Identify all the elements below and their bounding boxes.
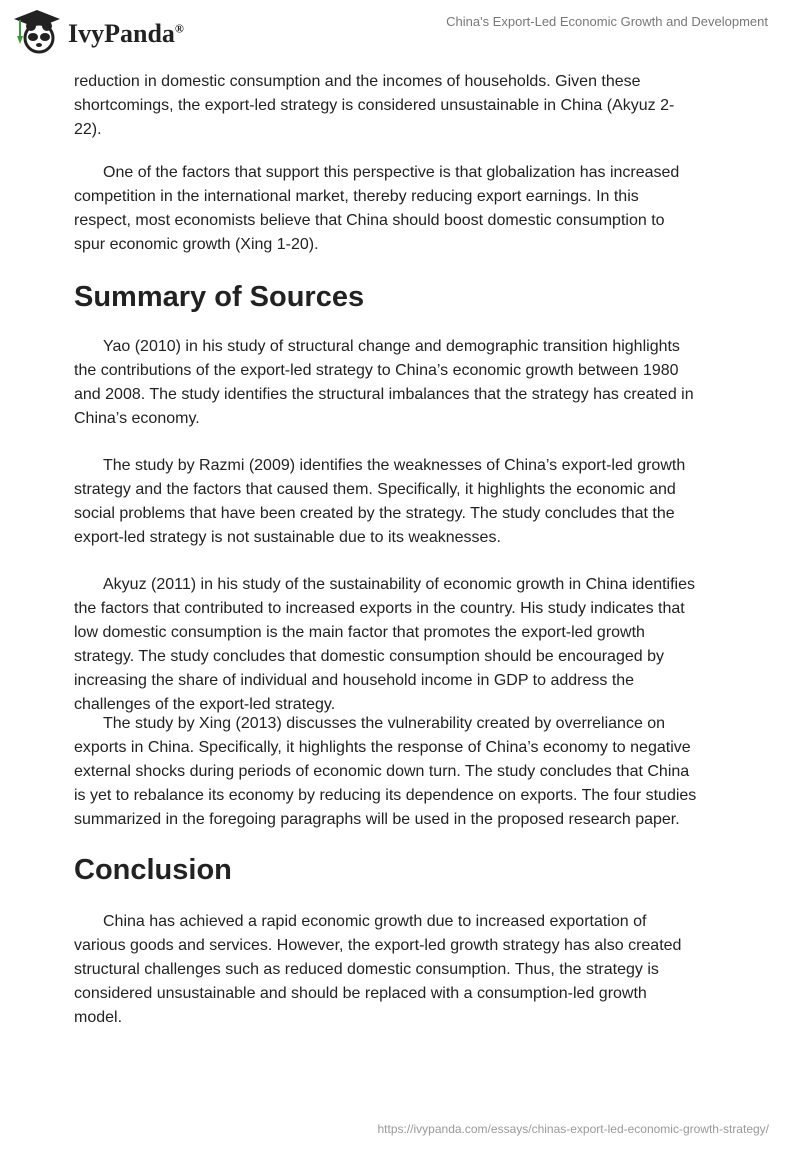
paragraph-line: various goods and services. However, the export-led growth strategy has also created <box>74 937 682 954</box>
paragraph-line: structural challenges such as reduced domestic consumption. Thus, the strategy is <box>74 961 659 978</box>
paragraph <box>74 70 754 142</box>
paragraph-line: Yao (2010) in his study of structural change and demographic transition highlights <box>103 338 680 355</box>
paragraph-line: export-led strategy is not sustainable due to its weaknesses. <box>74 529 501 546</box>
paragraph-line: strategy and the factors that caused them. Specifically, it highlights the economic and <box>74 481 676 498</box>
source-url[interactable]: https://ivypanda.com/essays/chinas-export-led-economic-growth-strategy/ <box>377 1122 769 1136</box>
paragraph <box>74 573 754 717</box>
section-heading: Conclusion <box>74 854 232 886</box>
brand-name: IvyPanda® <box>68 19 184 48</box>
paragraph-line: challenges of the export-led strategy. <box>74 696 336 713</box>
paragraph <box>74 910 754 1030</box>
paragraph <box>74 454 754 550</box>
paragraph <box>74 161 754 257</box>
ivypanda-logo[interactable] <box>12 8 184 54</box>
paragraph-line: Akyuz (2011) in his study of the sustainability of economic growth in China identifies <box>103 576 696 593</box>
paragraph-line: low domestic consumption is the main factor that promotes the export-led growth <box>74 624 645 641</box>
paragraph-line: 22). <box>74 121 102 138</box>
paragraph-line: China has achieved a rapid economic growth due to increased exportation of <box>103 913 647 930</box>
panda-graduate-icon <box>12 8 62 54</box>
section-heading: Summary of Sources <box>74 281 365 313</box>
paragraph-line: China’s economy. <box>74 410 200 427</box>
paragraph-line: exports in China. Specifically, it highlights the response of China’s economy to negative <box>74 739 691 756</box>
paragraph-line: summarized in the foregoing paragraphs will be used in the proposed research paper. <box>74 811 680 828</box>
paragraph-line: is yet to rebalance its economy by reducing its dependence on exports. The four studies <box>74 787 697 804</box>
paragraph-line: spur economic growth (Xing 1-20). <box>74 236 319 253</box>
paragraph-line: The study by Razmi (2009) identifies the weaknesses of China’s export-led growth <box>103 457 686 474</box>
paragraph-line: considered unsustainable and should be replaced with a consumption-led growth <box>74 985 647 1002</box>
paragraph <box>74 335 754 431</box>
paragraph-line: model. <box>74 1009 123 1026</box>
paragraph-line: and 2008. The study identifies the structural imbalances that the strategy has created in <box>74 386 694 403</box>
paragraph <box>74 712 754 832</box>
paragraph-line: respect, most economists believe that China should boost domestic consumption to <box>74 212 665 229</box>
paragraph-line: The study by Xing (2013) discusses the vulnerability created by overreliance on <box>103 715 666 732</box>
paragraph-line: increasing the share of individual and household income in GDP to address the <box>74 672 635 689</box>
paragraph-line: One of the factors that support this perspective is that globalization has increased <box>103 164 680 181</box>
running-title: China's Export-Led Economic Growth and Development <box>446 14 768 29</box>
paragraph-line: external shocks during periods of economic down turn. The study concludes that China <box>74 763 690 780</box>
paragraph-line: social problems that have been created by the strategy. The study concludes that the <box>74 505 675 522</box>
paragraph-line: reduction in domestic consumption and the incomes of households. Given these <box>74 73 641 90</box>
paragraph-line: competition in the international market, thereby reducing export earnings. In this <box>74 188 639 205</box>
paragraph-line: strategy. The study concludes that domestic consumption should be encouraged by <box>74 648 664 665</box>
paragraph-line: the factors that contributed to increased exports in the country. His study indicates that <box>74 600 685 617</box>
paragraph-line: shortcomings, the export-led strategy is considered unsustainable in China (Akyuz 2- <box>74 97 675 114</box>
paragraph-line: the contributions of the export-led strategy to China’s economic growth between 1980 <box>74 362 679 379</box>
